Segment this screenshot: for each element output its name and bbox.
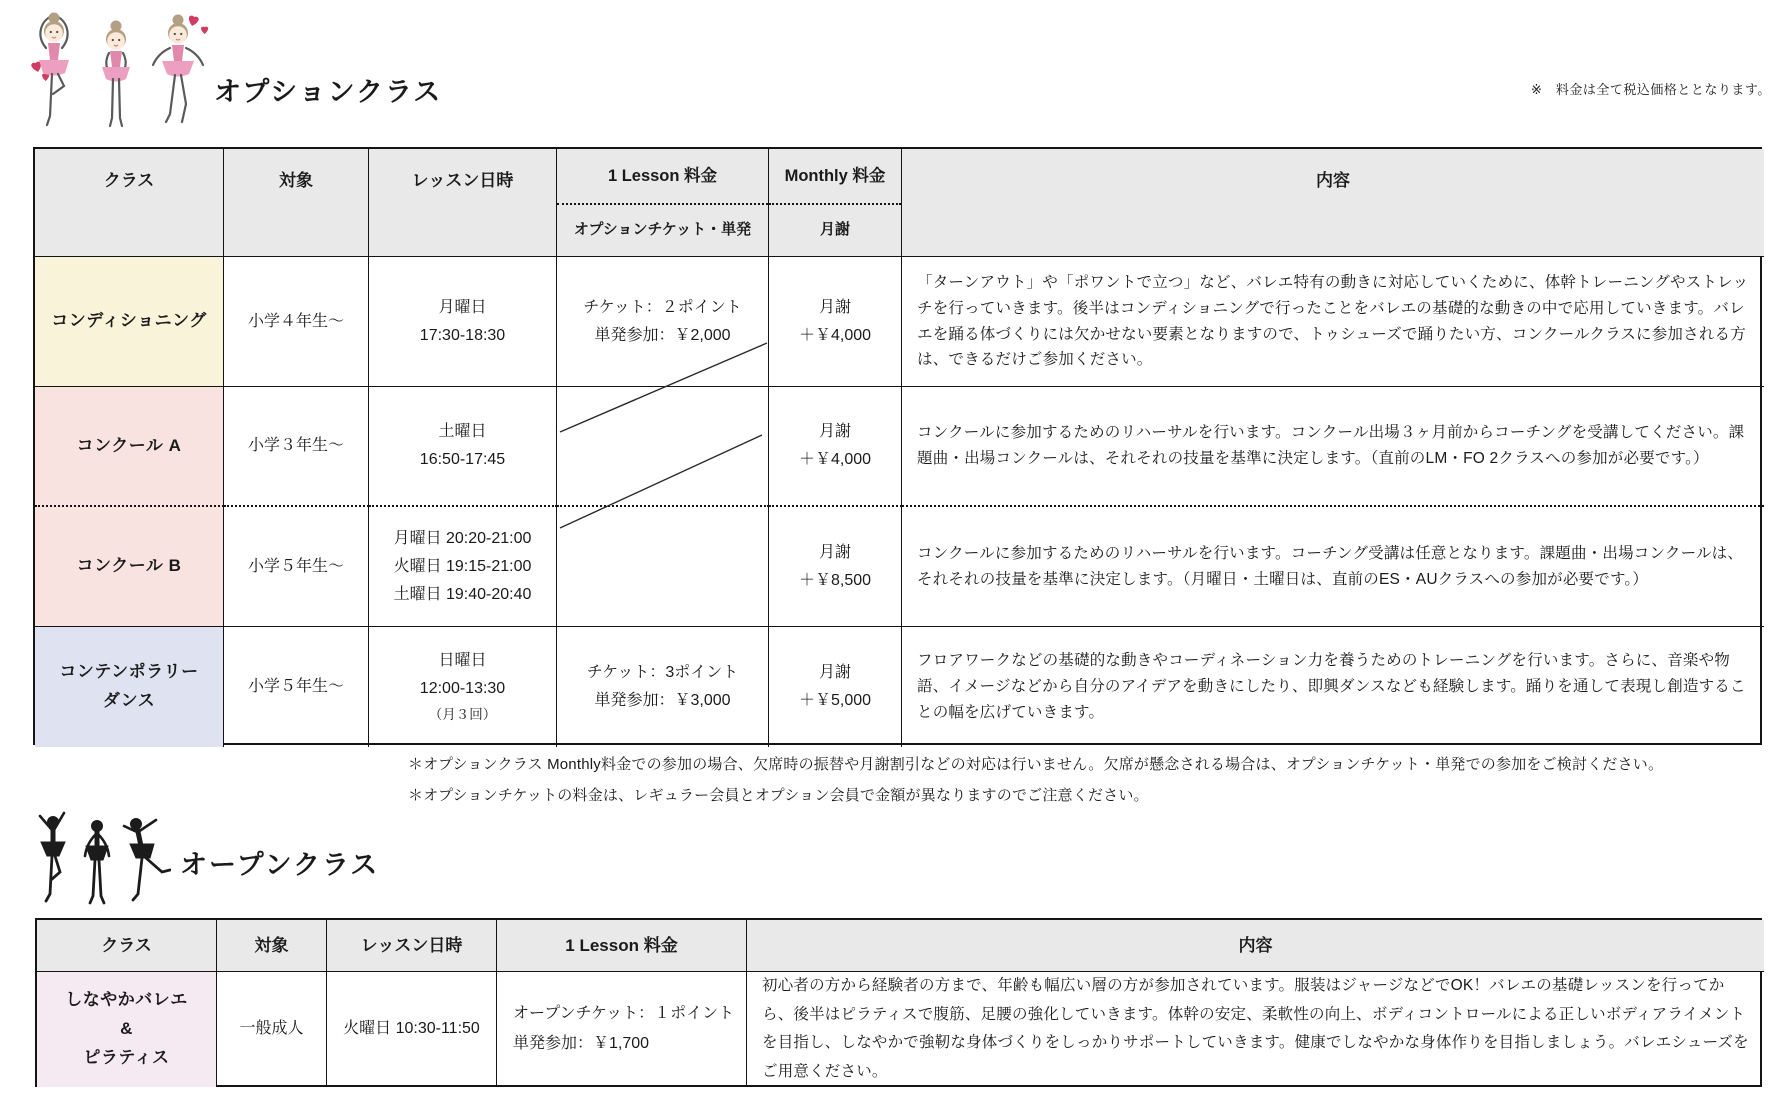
ballerina-trio-illustration [28,12,218,134]
target-cell: 小学５年生～ [224,627,369,747]
target-cell: 一般成人 [217,972,327,1087]
content-cell: 初心者の方から経験者の方まで、年齢も幅広い層の方が参加されています。服装はジャージなどでOK！バレエの基礎レッスンを行ってから、後半はピラティスで腹筋、足腰の強化していきます。体幹の安定、柔軟性の向上、ボディコントロールによる正しいボディアライメントを目指し、しなやかで強靭な身体づくりをしっかりサポートしていきます。健康でしなやかな身体作りを目指しましょう。バレエシューズをご用意ください。 [762,976,1749,1080]
header-target: 対象 [217,920,327,972]
class-name-concours-b: コンクール B [35,507,224,627]
class-name-concours-a: コンクール A [35,387,224,507]
option-class-table [33,147,1762,745]
ballerina-silhouette [40,813,170,903]
header-monthly-fee-label: Monthly 料金 [769,149,901,205]
header-content: 内容 [747,920,1764,972]
header-class: クラス [35,149,224,257]
header-class: クラス [37,920,217,972]
lesson-fee-cell-na [557,387,769,507]
option-class-table-wrap [33,147,1762,745]
option-section-title: オプションクラス [214,77,443,107]
option-table-footnotes: ＊オプションクラス Monthly料金での参加の場合、欠席時の振替や月謝割引などの対応は行いません。欠席が懸念される場合は、オプションチケット・単発での参加をご検討ください。 ＊オプションチケットの料金は、レギュラー会員とオプション会員で金額が異なりますのでご注意ください。 [408,756,1664,804]
lesson-fee-cell: チケット：3ポイント 単発参加：￥3,000 [557,627,769,747]
monthly-fee-cell: 月謝 ＋￥5,000 [769,627,902,747]
header-monthly-fee [769,149,902,257]
target-cell: 小学３年生～ [224,387,369,507]
target-cell: 小学５年生～ [224,507,369,627]
header-target: 対象 [224,149,369,257]
header-lesson-fee: 1 Lesson 料金 [497,920,747,972]
schedule-cell: 月曜日 17:30-18:30 [369,257,557,387]
class-name-contemporary: コンテンポラリー ダンス [35,627,224,747]
target-cell: 小学４年生～ [224,257,369,387]
open-class-table [35,918,1762,1087]
content-cell: コンクールに参加するためのリハーサルを行います。コンクール出場３ヶ月前からコーチングを受講してください。課題曲・出場コンクールは、それそれの技量を基準に決定します。（直前のLM・FO 2クラスへの参加が必要です。） [902,387,1764,507]
content-cell: コンクールに参加するためのリハーサルを行います。コーチング受講は任意となります。課題曲・出場コンクールは、それそれの技量を基準に決定します。（月曜日・土曜日は、直前のES・AUクラスへの参加が必要です。） [902,507,1764,627]
monthly-fee-cell: 月謝 ＋￥8,500 [769,507,902,627]
content-cell: フロアワークなどの基礎的な動きやコーディネーション力を養うためのトレーニングを行います。さらに、音楽や物語、イメージなどから自分のアイデアを動きにしたり、即興ダンスなども経験します。踊りを通して表現し創造することの幅を広げていきます。 [917,652,1746,721]
schedule-cell: 日曜日 12:00-13:30 （月３回） [369,627,557,747]
monthly-fee-cell: 月謝 ＋￥4,000 [769,387,902,507]
ballerina-arms-up [39,13,69,126]
ballerina-silhouettes-illustration [36,810,171,908]
header-schedule: レッスン日時 [327,920,497,972]
header-content: 内容 [902,149,1764,257]
class-name-conditioning: コンディショニング [35,257,224,387]
lesson-fee-cell: オープンチケット：１ポイント 単発参加：￥1,700 [497,972,747,1087]
schedule-cell: 土曜日 16:50-17:45 [369,387,557,507]
header-lesson-fee-sublabel: オプションチケット・単発 [573,221,752,239]
class-name-ballet-pilates: しなやかバレエ & ピラティス [37,972,217,1087]
tax-note: ※ 料金は全て税込価格ととなります。 [1531,82,1771,97]
ballerina-arms-low [102,21,130,127]
header-lesson-fee-label: 1 Lesson 料金 [557,149,768,205]
schedule-cell: 月曜日 20:20-21:00 火曜日 19:15-21:00 土曜日 19:40-20:40 [369,507,557,627]
lesson-fee-cell: チケット：２ポイント 単発参加：￥2,000 [557,257,769,387]
header-monthly-fee-sublabel: 月謝 [819,221,850,239]
lesson-fee-cell-na [557,507,769,627]
header-schedule: レッスン日時 [369,149,557,257]
open-section-title: オープンクラス [180,850,380,880]
schedule-cell: 火曜日 10:30-11:50 [327,972,497,1087]
ballerina-arms-open [153,15,203,123]
monthly-fee-cell: 月謝 ＋￥4,000 [769,257,902,387]
header-lesson-fee [557,149,769,257]
content-cell: 「ターンアウト」や「ポワントで立つ」など、バレエ特有の動きに対応していくために、体幹トレーニングやストレッチを行っていきます。後半はコンディショニングで行ったことをバレエの基礎的な動きの中で応用していきます。バレエを踊る体づくりには欠かせない要素となりますので、トゥシューズで踊りたい方、コンクールクラスに参加される方は、できるだけご参加ください。 [902,257,1764,387]
